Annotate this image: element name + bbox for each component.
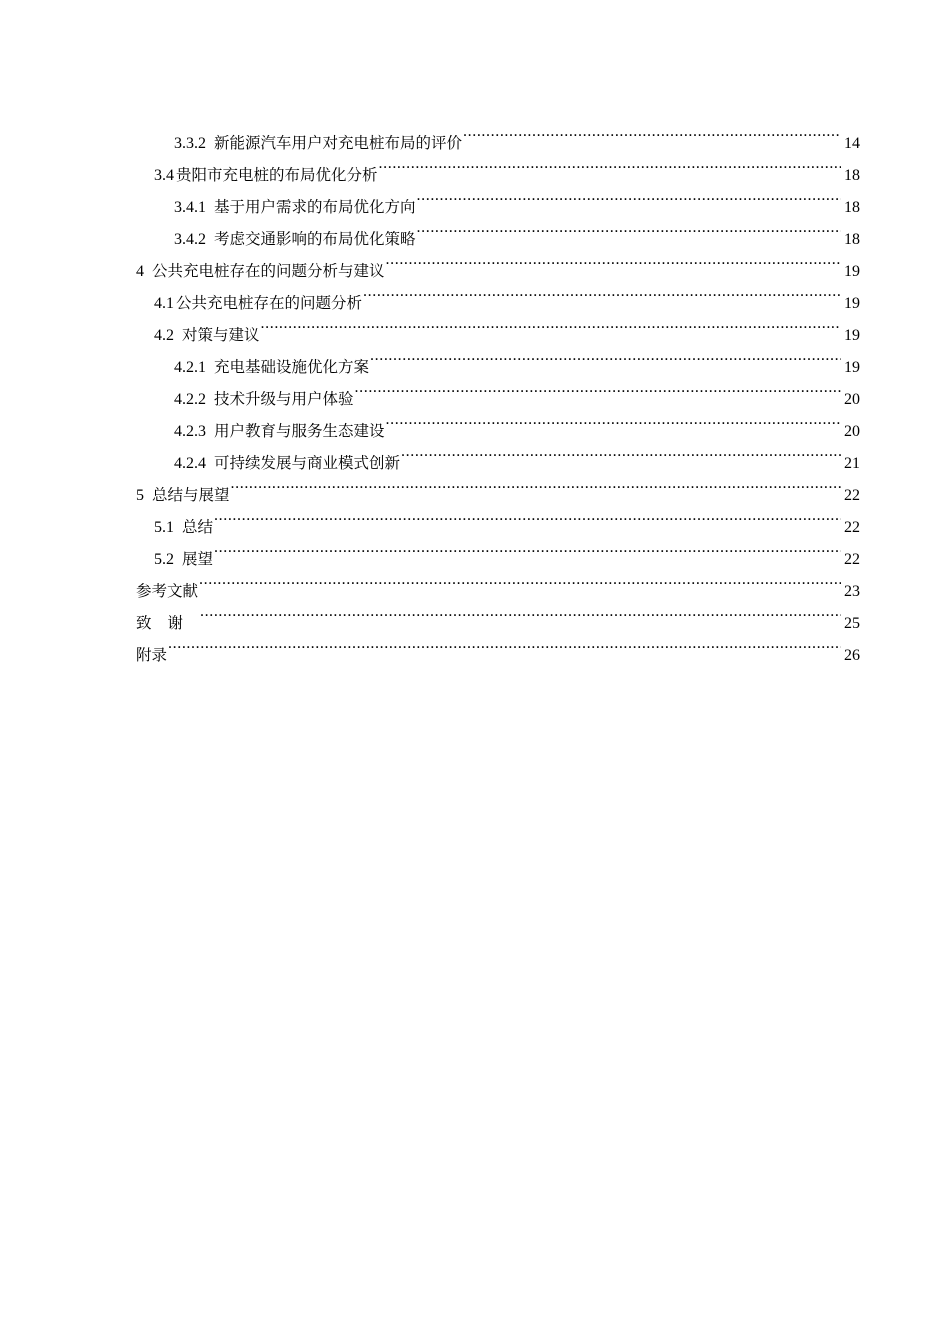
- toc-entry-page: 23: [844, 583, 860, 600]
- toc-entry-title: 公共充电桩存在的问题分析: [176, 294, 363, 312]
- toc-entry-page: 25: [844, 615, 860, 632]
- toc-entry-title: 致谢: [136, 614, 200, 632]
- toc-leader-dots: [363, 276, 841, 308]
- toc-entry-page: 19: [844, 263, 860, 280]
- toc-leader-dots: [355, 372, 841, 404]
- toc-entry-title: 总结与展望: [152, 486, 230, 504]
- toc-entry-number: 3.4.2: [174, 231, 206, 248]
- toc-entry-title: 基于用户需求的布局优化方向: [214, 198, 416, 216]
- toc-entry-title: 总结: [182, 518, 214, 536]
- toc-entry-number: 5.1: [154, 519, 174, 536]
- toc-entry-page: 18: [844, 167, 860, 184]
- toc-leader-dots: [386, 404, 841, 436]
- toc-entry-number: 5.2: [154, 551, 174, 568]
- toc-entry-page: 19: [844, 295, 860, 312]
- toc-entry-page: 19: [844, 327, 860, 344]
- toc-entry-title: 充电基础设施优化方案: [214, 358, 370, 376]
- toc-leader-dots: [370, 340, 841, 372]
- toc-entry-title: 贵阳市充电桩的布局优化分析: [176, 166, 378, 184]
- toc-leader-dots: [199, 564, 841, 596]
- toc-entry[interactable]: [136, 532, 860, 568]
- toc-leader-dots: [214, 500, 841, 532]
- toc-leader-dots: [463, 116, 841, 148]
- toc-entry-page: 20: [844, 423, 860, 440]
- toc-entry-page: 22: [844, 551, 860, 568]
- toc-entry-number: 4.2.4: [174, 455, 206, 472]
- toc-entry-page: 18: [844, 199, 860, 216]
- toc-entry-title: 公共充电桩存在的问题分析与建议: [152, 262, 385, 280]
- toc-entry-number: 3.4: [154, 167, 174, 184]
- toc-entry-number: 3.4.1: [174, 199, 206, 216]
- toc-entry[interactable]: [136, 468, 860, 504]
- toc-leader-dots: [417, 180, 841, 212]
- toc-entry-title: 用户教育与服务生态建设: [214, 422, 385, 440]
- toc-entry-title: 附录: [136, 646, 168, 664]
- toc-entry-number: 5: [136, 487, 144, 504]
- toc-entry-page: 22: [844, 487, 860, 504]
- toc-entry[interactable]: [136, 564, 860, 600]
- toc-entry-page: 20: [844, 391, 860, 408]
- toc-leader-dots: [386, 244, 841, 276]
- toc-leader-dots: [168, 628, 841, 660]
- toc-entry-title: 技术升级与用户体验: [214, 390, 354, 408]
- toc-entry-title: 参考文献: [136, 582, 199, 600]
- toc-entry-number: 4.2.2: [174, 391, 206, 408]
- toc-entry-page: 21: [844, 455, 860, 472]
- toc-leader-dots: [261, 308, 841, 340]
- toc-entry[interactable]: [136, 116, 860, 152]
- toc-leader-dots: [379, 148, 841, 180]
- toc-entry-title: 可持续发展与商业模式创新: [214, 454, 401, 472]
- toc-entry-title: 考虑交通影响的布局优化策略: [214, 230, 416, 248]
- toc-entry-page: 19: [844, 359, 860, 376]
- toc-leader-dots: [200, 596, 841, 628]
- toc-entry[interactable]: [136, 628, 860, 664]
- toc-entry-page: 14: [844, 135, 860, 152]
- toc-leader-dots: [231, 468, 841, 500]
- toc-entry-page: 22: [844, 519, 860, 536]
- toc-entry[interactable]: [136, 596, 860, 632]
- table-of-contents: [136, 116, 860, 664]
- toc-entry-title: 对策与建议: [182, 326, 260, 344]
- toc-entry-title: 展望: [182, 550, 214, 568]
- toc-entry-number: 4: [136, 263, 144, 280]
- toc-entry-number: 4.2.3: [174, 423, 206, 440]
- toc-entry-number: 4.2: [154, 327, 174, 344]
- toc-entry-number: 4.1: [154, 295, 174, 312]
- toc-leader-dots: [401, 436, 841, 468]
- toc-entry-title: 新能源汽车用户对充电桩布局的评价: [214, 134, 463, 152]
- toc-entry[interactable]: [136, 500, 860, 536]
- toc-leader-dots: [417, 212, 841, 244]
- toc-entry-number: 3.3.2: [174, 135, 206, 152]
- toc-entry-number: 4.2.1: [174, 359, 206, 376]
- toc-entry-page: 18: [844, 231, 860, 248]
- toc-entry-page: 26: [844, 647, 860, 664]
- toc-leader-dots: [214, 532, 841, 564]
